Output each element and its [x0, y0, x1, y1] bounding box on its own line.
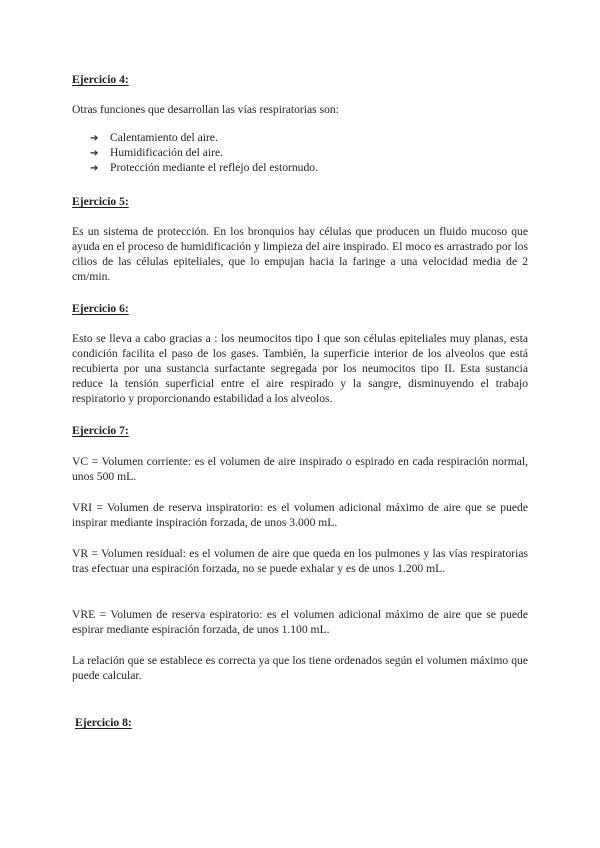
list-item-label: Protección mediante el reflejo del estornudo.: [110, 161, 318, 174]
ejercicio-7-vc: VC = Volumen corriente: es el volumen de aire inspirado o espirado en cada respiración normal, unos 500 mL.: [72, 455, 528, 483]
list-item-label: Calentamiento del aire.: [110, 131, 218, 144]
ejercicio-4-intro: Otras funciones que desarrollan las vías respiratorias son:: [72, 103, 339, 116]
ejercicio-7-conclusion: La relación que se establece es correcta ya que los tiene ordenados según el volumen máximo que puede calcular.: [72, 654, 528, 682]
ejercicio-4-list: [90, 130, 318, 175]
heading-ejercicio-4: Ejercicio 4:: [72, 73, 129, 86]
list-item: [90, 160, 318, 175]
ejercicio-6-text: Esto se lleva a cabo gracias a : los neumocitos tipo I que son células epiteliales muy planas, esta condición facilita el paso de los gases. También, la superficie interior de los alveolos que está recubierta por una sustancia surfactante segregada por los neumocitos tipo II. Esta sustancia reduce la tensión superficial entre el aire respirado y la sangre, disminuyendo el trabajo respiratorio y proporcionando estabilidad a los alveolos.: [72, 332, 528, 405]
arrow-right-icon: ➔: [90, 163, 99, 174]
heading-ejercicio-5: Ejercicio 5:: [72, 195, 129, 208]
heading-ejercicio-8: Ejercicio 8:: [75, 716, 132, 729]
ejercicio-5-text: Es un sistema de protección. En los bronquios hay células que producen un fluido mucoso que ayuda en el proceso de humidificación y limpieza del aire inspirado. El moco es arrastrado por los cilios de las células epiteliales, que lo empujan hacia la faringe a una velocidad media de 2 cm/min.: [72, 225, 528, 283]
ejercicio-7-vri: VRI = Volumen de reserva inspiratorio: es el volumen adicional máximo de aire que se puede inspirar mediante inspiración forzada, de unos 3.000 mL.: [72, 501, 528, 529]
ejercicio-7-vr: VR = Volumen residual: es el volumen de aire que queda en los pulmones y las vías respiratorias tras efectuar una espiración forzada, no se puede exhalar y es de unos 1.200 mL.: [72, 547, 528, 575]
list-item-label: Humidificación del aire.: [110, 146, 223, 159]
list-item: [90, 145, 318, 160]
arrow-right-icon: ➔: [90, 133, 99, 144]
ejercicio-7-vre: VRE = Volumen de reserva espiratorio: es el volumen adicional máximo de aire que se puede espirar mediante espiración forzada, de unos 1.100 mL.: [72, 608, 528, 636]
list-item: [90, 130, 318, 145]
heading-ejercicio-6: Ejercicio 6:: [72, 302, 129, 315]
heading-ejercicio-7: Ejercicio 7:: [72, 424, 129, 437]
arrow-right-icon: ➔: [90, 148, 99, 159]
